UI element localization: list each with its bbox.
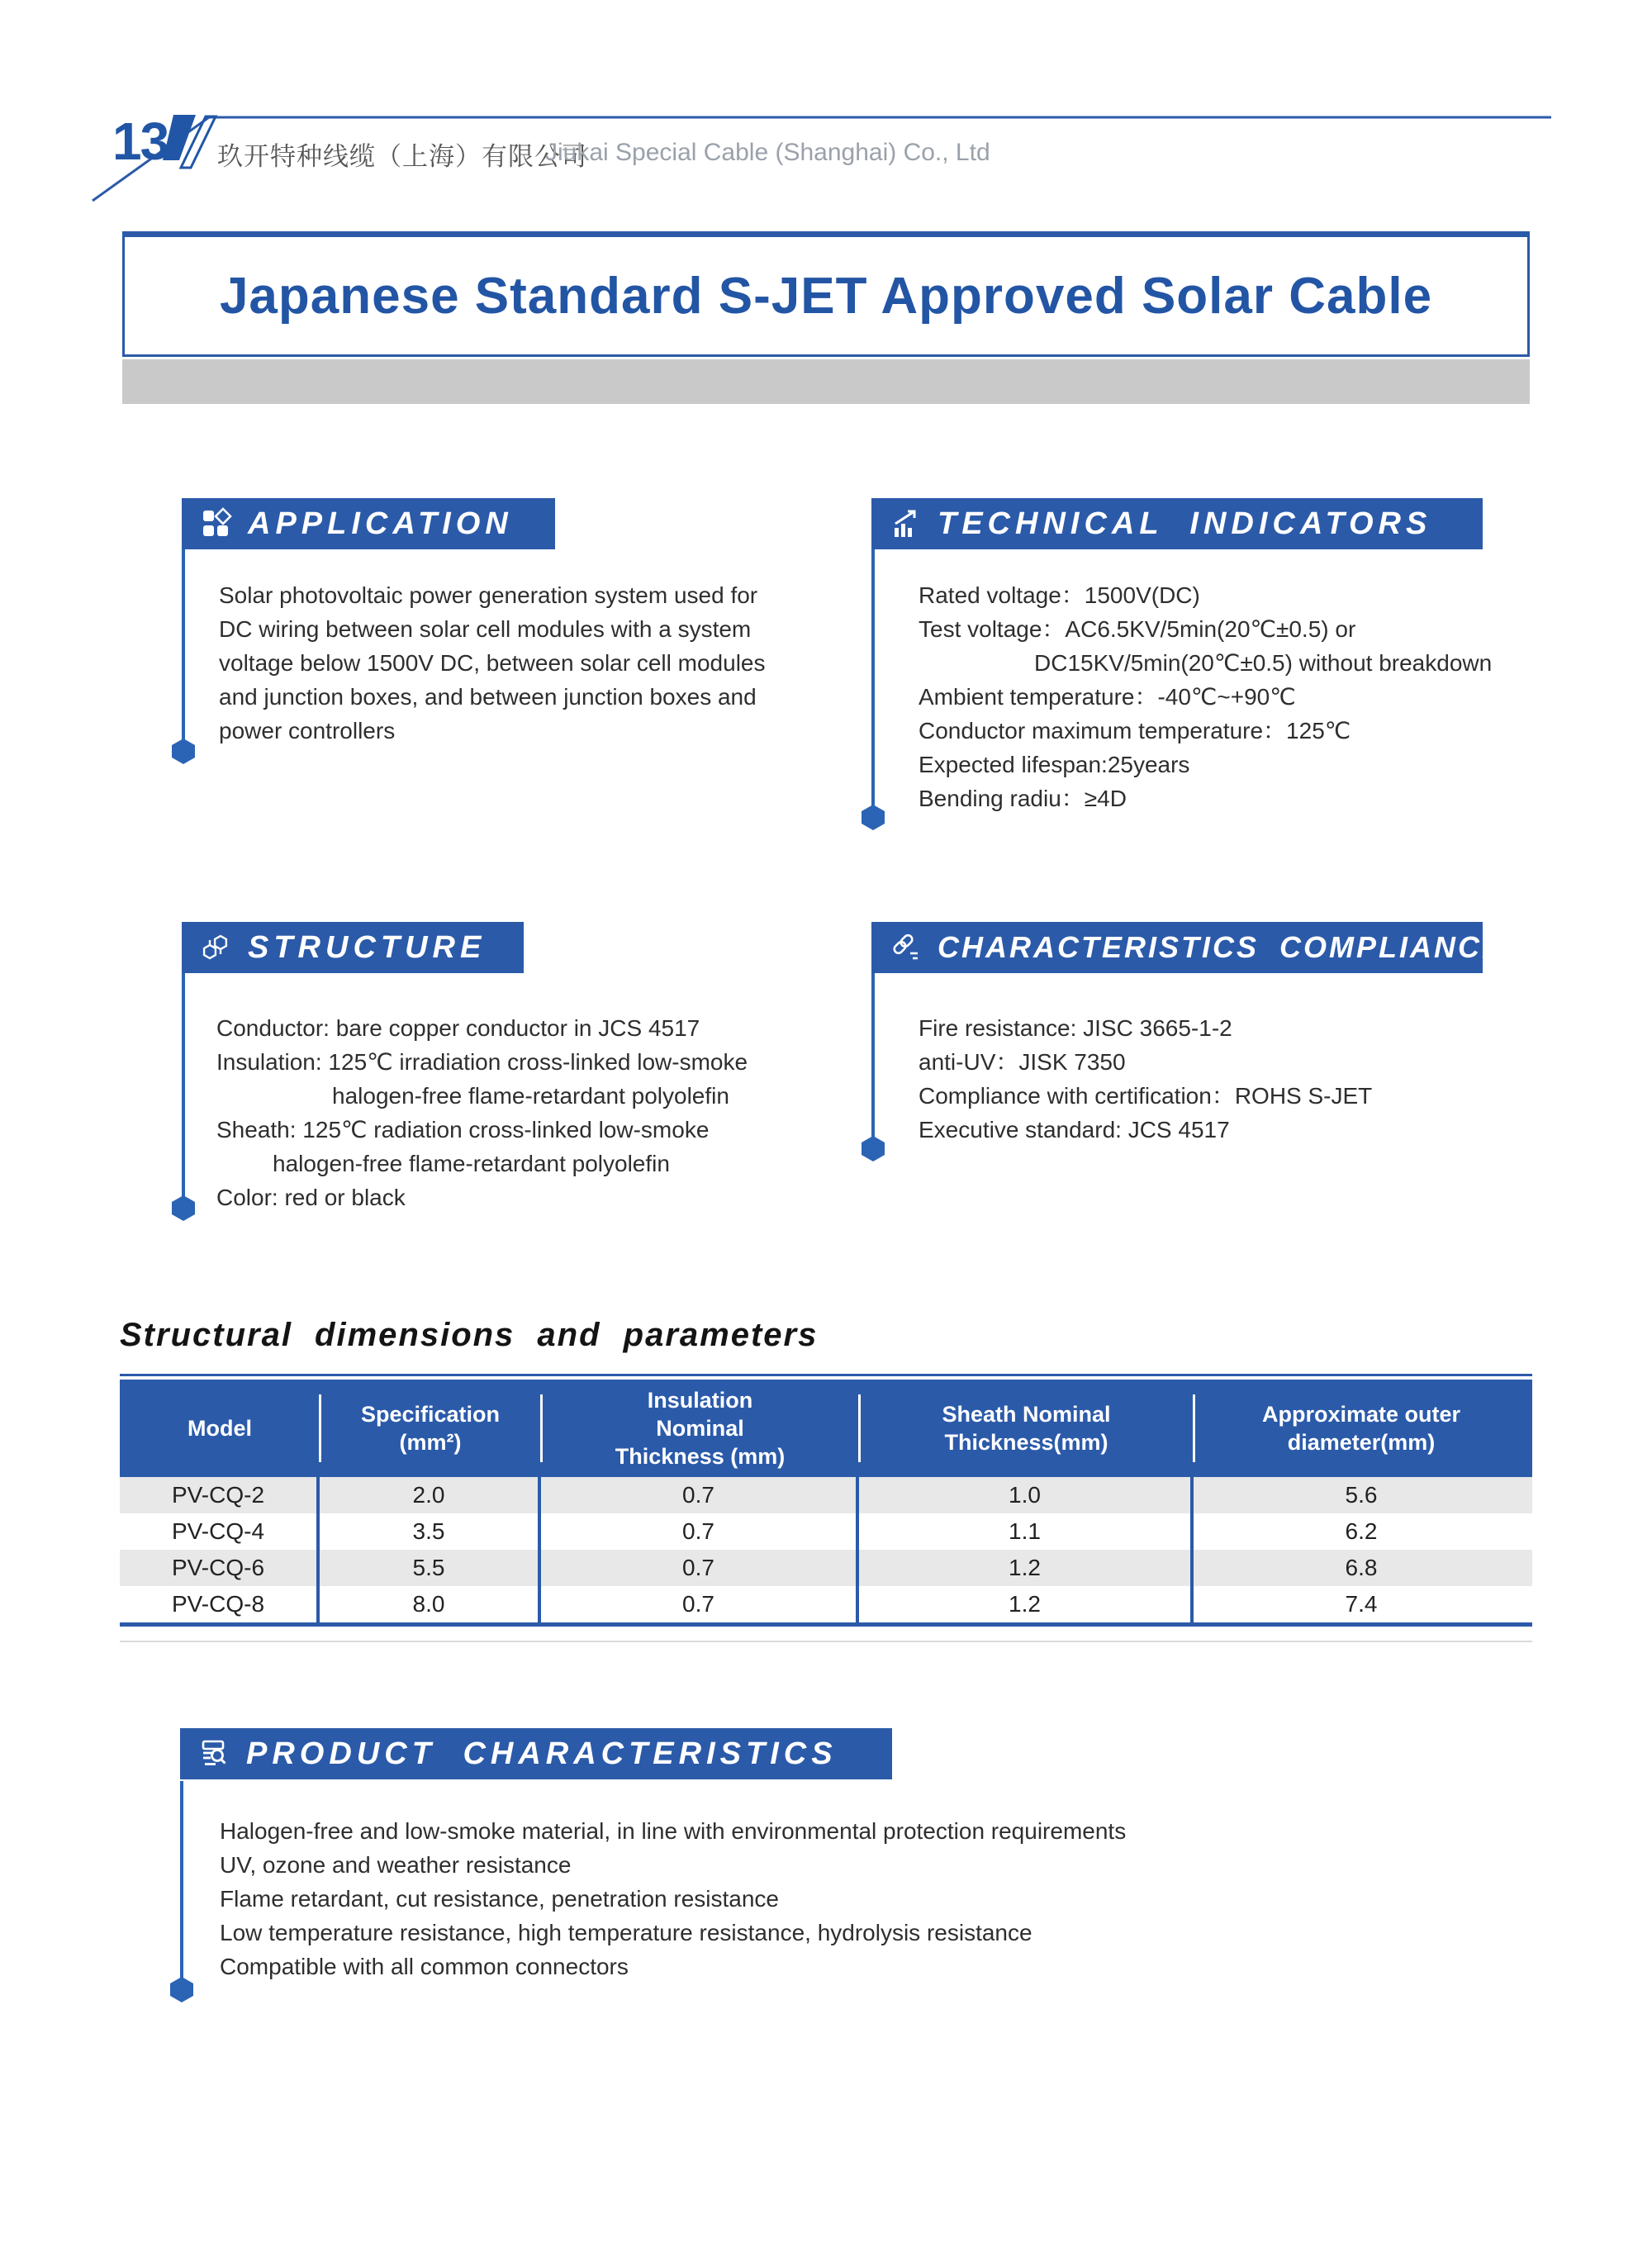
cell-sheath: 1.2 — [859, 1550, 1194, 1586]
header-line: Specification — [360, 1402, 501, 1427]
cell-specification: 3.5 — [320, 1513, 541, 1550]
table-header-row — [120, 1380, 1532, 1477]
product-connector-line — [180, 1781, 183, 1978]
cell-model: PV-CQ-2 — [120, 1477, 320, 1513]
application-heading: APPLICATION — [248, 506, 513, 541]
product-heading: PRODUCT CHARACTERISTICS — [246, 1736, 838, 1771]
structure-text — [216, 1011, 748, 1214]
compliance-text — [919, 1011, 1372, 1147]
structure-section-header — [182, 922, 524, 973]
technical-text — [919, 578, 1492, 815]
text-line: Insulation: 125℃ irradiation cross-linked low-smoke — [216, 1049, 748, 1075]
text-line: halogen-free flame-retardant polyolefin — [332, 1083, 729, 1109]
compliance-section-header — [871, 922, 1505, 973]
text-line: halogen-free flame-retardant polyolefin — [273, 1151, 670, 1176]
text-line: UV, ozone and weather resistance — [220, 1852, 572, 1878]
header-line: Insulation — [647, 1388, 753, 1413]
header-line: Sheath Nominal — [942, 1402, 1111, 1427]
text-line: Conductor: bare copper conductor in JCS 4517 — [216, 1015, 700, 1041]
text-line: Sheath: 125℃ radiation cross-linked low-smoke — [216, 1117, 710, 1142]
bar-chart-icon — [888, 506, 924, 542]
cell-diameter: 7.4 — [1345, 1591, 1378, 1617]
cell-sheath: 1.1 — [859, 1513, 1194, 1550]
compliance-heading: CHARACTERISTICS COMPLIANCE — [938, 930, 1505, 964]
compliance-end-hexagon — [862, 1136, 885, 1161]
cell-diameter: 6.8 — [1345, 1555, 1378, 1580]
text-line: Bending radiu：≥4D — [919, 786, 1127, 811]
text-line: Executive standard: JCS 4517 — [919, 1117, 1230, 1142]
text-line: DC wiring between solar cell modules with a system — [219, 616, 752, 642]
cell-diameter: 6.2 — [1345, 1518, 1378, 1544]
compliance-connector-line — [871, 973, 875, 1137]
text-line: voltage below 1500V DC, between solar cell modules — [219, 650, 766, 676]
text-line: Conductor maximum temperature：125℃ — [919, 718, 1351, 743]
cell-diameter: 5.6 — [1345, 1482, 1378, 1508]
text-line: Compliance with certification：ROHS S-JET — [919, 1083, 1373, 1109]
header-line: Nominal — [656, 1416, 744, 1441]
text-line: DC15KV/5min(20℃±0.5) without breakdown — [1034, 650, 1493, 676]
table-title: Structural dimensions and parameters — [120, 1317, 819, 1353]
technical-section-header — [871, 498, 1483, 549]
technical-end-hexagon — [862, 805, 885, 830]
page-number: 13 — [112, 112, 169, 171]
application-text — [219, 578, 766, 748]
table-faint-rule — [120, 1641, 1532, 1642]
product-text — [220, 1814, 1126, 1983]
page-title: Japanese Standard S-JET Approved Solar Cable — [219, 267, 1433, 325]
text-line: Color: red or black — [216, 1185, 406, 1210]
text-line: Halogen-free and low-smoke material, in line with environmental protection requirements — [220, 1818, 1127, 1844]
text-line: power controllers — [219, 718, 396, 743]
text-line: and junction boxes, and between junction boxes and — [219, 684, 757, 710]
text-line: Expected lifespan:25years — [919, 752, 1190, 777]
table-top-rule — [120, 1374, 1532, 1376]
header-line: diameter(mm) — [1287, 1430, 1436, 1455]
column-header-specification — [320, 1380, 541, 1477]
column-header-model — [120, 1380, 320, 1477]
cell-specification: 5.5 — [320, 1550, 541, 1586]
text-line: Ambient temperature：-40℃~+90℃ — [919, 684, 1296, 710]
table-row — [120, 1477, 1532, 1513]
cell-specification: 8.0 — [320, 1586, 541, 1622]
cell-model: PV-CQ-8 — [120, 1586, 320, 1622]
cell-sheath: 1.0 — [859, 1477, 1194, 1513]
application-section-header — [182, 498, 555, 549]
app-grid-icon — [198, 506, 235, 542]
company-name-chinese: 玖开特种线缆（上海）有限公司 — [217, 142, 587, 171]
text-line: Fire resistance: JISC 3665-1-2 — [919, 1015, 1232, 1041]
table-bottom-rule — [120, 1622, 1532, 1627]
cell-model: PV-CQ-6 — [120, 1550, 320, 1586]
text-line: Low temperature resistance, high temperature resistance, hydrolysis resistance — [220, 1920, 1032, 1945]
molecule-icon — [198, 929, 235, 966]
technical-heading: TECHNICAL INDICATORS — [938, 506, 1432, 541]
cell-specification: 2.0 — [320, 1477, 541, 1513]
text-line: anti-UV：JISK 7350 — [919, 1049, 1126, 1075]
header-line: Approximate outer — [1261, 1402, 1461, 1427]
header-line: Thickness (mm) — [615, 1444, 786, 1469]
application-end-hexagon — [172, 739, 195, 764]
column-header-insulation — [541, 1380, 859, 1477]
structure-end-hexagon — [172, 1195, 195, 1221]
cell-insulation: 0.7 — [541, 1586, 859, 1622]
cell-sheath: 1.2 — [859, 1586, 1194, 1622]
header-rule-decoration — [0, 0, 1652, 248]
product-end-hexagon — [170, 1977, 193, 2002]
text-line: Test voltage：AC6.5KV/5min(20℃±0.5) or — [919, 616, 1356, 642]
text-line: Compatible with all common connectors — [220, 1954, 629, 1979]
structure-connector-line — [182, 973, 185, 1196]
header-line: Thickness(mm) — [944, 1430, 1108, 1455]
cell-insulation: 0.7 — [541, 1477, 859, 1513]
doc-search-icon — [197, 1736, 233, 1772]
table-row — [120, 1550, 1532, 1586]
dimensions-table — [120, 1380, 1532, 1627]
product-section-header — [180, 1728, 892, 1779]
column-header-sheath — [859, 1380, 1194, 1477]
cell-insulation: 0.7 — [541, 1550, 859, 1586]
structure-heading: STRUCTURE — [248, 929, 487, 965]
title-gray-band — [122, 359, 1530, 404]
cell-model: PV-CQ-4 — [120, 1513, 320, 1550]
column-header-diameter — [1194, 1380, 1529, 1477]
header-line: (mm²) — [399, 1430, 462, 1455]
table-row — [120, 1513, 1532, 1550]
text-line: Flame retardant, cut resistance, penetration resistance — [220, 1886, 780, 1912]
text-line: Rated voltage：1500V(DC) — [919, 582, 1200, 608]
table-row — [120, 1586, 1532, 1622]
text-line: Solar photovoltaic power generation system used for — [219, 582, 758, 608]
company-name-english: Jiukai Special Cable (Shanghai) Co., Ltd — [545, 139, 990, 166]
technical-connector-line — [871, 549, 875, 805]
cell-insulation: 0.7 — [541, 1513, 859, 1550]
title-banner — [122, 231, 1530, 357]
application-connector-line — [182, 549, 185, 739]
header-line: Model — [188, 1416, 252, 1441]
chain-link-icon — [888, 929, 924, 966]
